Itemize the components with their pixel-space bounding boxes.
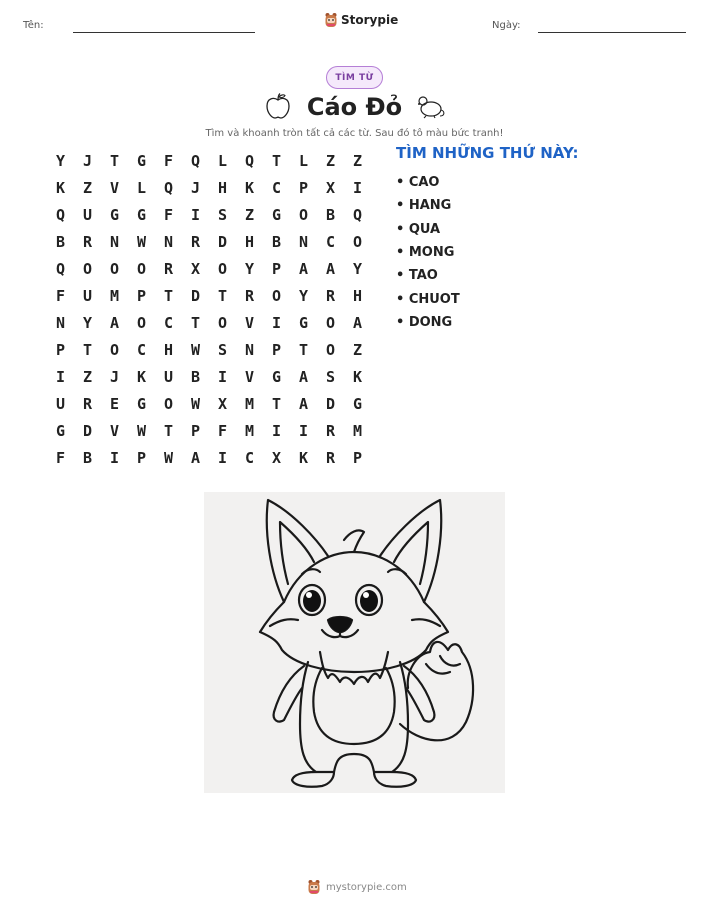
word-list-title: TÌM NHỮNG THỨ NÀY: <box>396 144 579 162</box>
grid-letter: R <box>190 232 201 251</box>
grid-letter: Z <box>352 340 363 359</box>
grid-letter: I <box>298 421 309 440</box>
grid-letter: M <box>352 421 363 440</box>
grid-letter: T <box>109 151 120 170</box>
word-list-item: • CHUOT <box>396 291 460 307</box>
grid-letter: N <box>109 232 120 251</box>
grid-letter: T <box>163 286 174 305</box>
grid-letter: O <box>217 259 228 278</box>
grid-letter: T <box>163 421 174 440</box>
grid-letter: N <box>244 340 255 359</box>
word-list-item: • DONG <box>396 314 453 330</box>
word-list-item: • CAO <box>396 175 440 191</box>
grid-letter: W <box>190 340 201 359</box>
page-title: Cáo Đỏ <box>306 93 403 121</box>
grid-letter: F <box>163 205 174 224</box>
grid-letter: A <box>190 448 201 467</box>
mouse-icon <box>414 95 446 119</box>
grid-letter: N <box>298 232 309 251</box>
grid-letter: S <box>217 340 228 359</box>
word-search-badge: TÌM TỪ <box>326 66 383 89</box>
grid-letter: B <box>82 448 93 467</box>
grid-letter: P <box>190 421 201 440</box>
storypie-mascot-icon <box>324 12 338 28</box>
grid-letter: P <box>55 340 66 359</box>
grid-letter: A <box>325 259 336 278</box>
grid-letter: C <box>325 232 336 251</box>
grid-letter: W <box>136 421 147 440</box>
grid-letter: U <box>55 394 66 413</box>
grid-letter: G <box>55 421 66 440</box>
grid-letter: V <box>109 178 120 197</box>
grid-letter: H <box>163 340 174 359</box>
grid-letter: I <box>217 367 228 386</box>
grid-letter: A <box>298 259 309 278</box>
grid-letter: X <box>271 448 282 467</box>
grid-letter: O <box>352 232 363 251</box>
grid-letter: E <box>109 394 120 413</box>
grid-letter: H <box>217 178 228 197</box>
grid-letter: O <box>136 259 147 278</box>
grid-letter: U <box>82 286 93 305</box>
grid-letter: G <box>271 367 282 386</box>
date-line <box>538 32 686 33</box>
grid-letter: G <box>352 394 363 413</box>
date-label: Ngày: <box>492 20 521 31</box>
footer <box>307 879 407 895</box>
grid-letter: Q <box>55 205 66 224</box>
grid-letter: U <box>163 367 174 386</box>
grid-letter: R <box>325 286 336 305</box>
grid-letter: P <box>271 259 282 278</box>
grid-letter: P <box>136 286 147 305</box>
grid-letter: X <box>217 394 228 413</box>
grid-letter: N <box>163 232 174 251</box>
grid-letter: X <box>190 259 201 278</box>
grid-letter: O <box>109 259 120 278</box>
grid-letter: Z <box>82 178 93 197</box>
grid-letter: Q <box>244 151 255 170</box>
fox-illustration <box>204 492 505 793</box>
grid-letter: K <box>298 448 309 467</box>
name-label: Tên: <box>23 20 44 31</box>
grid-letter: G <box>136 394 147 413</box>
grid-letter: P <box>298 178 309 197</box>
grid-letter: I <box>271 313 282 332</box>
grid-letter: I <box>271 421 282 440</box>
grid-letter: G <box>298 313 309 332</box>
grid-letter: K <box>136 367 147 386</box>
grid-letter: K <box>244 178 255 197</box>
grid-letter: H <box>244 232 255 251</box>
brand-name: Storypie <box>341 13 399 27</box>
grid-letter: T <box>190 313 201 332</box>
grid-letter: R <box>163 259 174 278</box>
grid-letter: O <box>325 313 336 332</box>
grid-letter: S <box>217 205 228 224</box>
grid-letter: Z <box>82 367 93 386</box>
grid-letter: I <box>109 448 120 467</box>
grid-letter: Y <box>352 259 363 278</box>
word-list-item: • MONG <box>396 245 455 261</box>
grid-letter: V <box>244 313 255 332</box>
grid-letter: K <box>55 178 66 197</box>
grid-letter: V <box>109 421 120 440</box>
grid-letter: Q <box>190 151 201 170</box>
grid-letter: G <box>136 205 147 224</box>
grid-letter: Q <box>352 205 363 224</box>
grid-letter: L <box>136 178 147 197</box>
grid-letter: O <box>325 340 336 359</box>
grid-letter: W <box>190 394 201 413</box>
grid-letter: G <box>109 205 120 224</box>
grid-letter: W <box>136 232 147 251</box>
grid-letter: A <box>298 394 309 413</box>
word-list-item: • QUA <box>396 221 441 237</box>
grid-letter: O <box>298 205 309 224</box>
grid-letter: C <box>244 448 255 467</box>
grid-letter: J <box>190 178 201 197</box>
grid-letter: C <box>271 178 282 197</box>
grid-letter: Q <box>163 178 174 197</box>
grid-letter: D <box>190 286 201 305</box>
grid-letter: S <box>325 367 336 386</box>
grid-letter: F <box>217 421 228 440</box>
grid-letter: C <box>163 313 174 332</box>
grid-letter: O <box>163 394 174 413</box>
grid-letter: M <box>109 286 120 305</box>
grid-letter: X <box>325 178 336 197</box>
grid-letter: A <box>109 313 120 332</box>
grid-letter: T <box>271 394 282 413</box>
grid-letter: V <box>244 367 255 386</box>
grid-letter: O <box>136 313 147 332</box>
word-list-item: • TAO <box>396 268 438 284</box>
grid-letter: Y <box>244 259 255 278</box>
grid-letter: J <box>82 151 93 170</box>
grid-letter: T <box>82 340 93 359</box>
grid-letter: T <box>271 151 282 170</box>
grid-letter: U <box>82 205 93 224</box>
fox-coloring-picture <box>204 492 505 793</box>
instructions: Tìm và khoanh tròn tất cả các từ. Sau đó tô màu bức tranh! <box>205 128 504 139</box>
grid-letter: B <box>55 232 66 251</box>
grid-letter: D <box>325 394 336 413</box>
grid-letter: C <box>136 340 147 359</box>
grid-letter: O <box>217 313 228 332</box>
grid-letter: B <box>190 367 201 386</box>
grid-letter: R <box>82 394 93 413</box>
grid-letter: R <box>244 286 255 305</box>
grid-letter: Z <box>325 151 336 170</box>
grid-letter: D <box>82 421 93 440</box>
grid-letter: B <box>271 232 282 251</box>
word-list-item: • HANG <box>396 198 452 214</box>
footer-url: mystorypie.com <box>326 881 407 893</box>
grid-letter: T <box>217 286 228 305</box>
grid-letter: R <box>325 421 336 440</box>
grid-letter: F <box>55 286 66 305</box>
grid-letter: O <box>82 259 93 278</box>
grid-letter: I <box>55 367 66 386</box>
grid-letter: D <box>217 232 228 251</box>
word-list <box>396 171 460 334</box>
grid-letter: N <box>55 313 66 332</box>
grid-letter: Z <box>352 151 363 170</box>
grid-letter: R <box>82 232 93 251</box>
grid-letter: P <box>352 448 363 467</box>
grid-letter: R <box>325 448 336 467</box>
grid-letter: P <box>271 340 282 359</box>
grid-letter: O <box>271 286 282 305</box>
grid-letter: I <box>352 178 363 197</box>
grid-letter: F <box>55 448 66 467</box>
storypie-mascot-icon <box>307 879 321 895</box>
grid-letter: I <box>190 205 201 224</box>
grid-letter: A <box>298 367 309 386</box>
grid-letter: Q <box>55 259 66 278</box>
grid-letter: M <box>244 421 255 440</box>
grid-letter: L <box>217 151 228 170</box>
grid-letter: G <box>136 151 147 170</box>
grid-letter: W <box>163 448 174 467</box>
grid-letter: Y <box>55 151 66 170</box>
grid-letter: P <box>136 448 147 467</box>
grid-letter: I <box>217 448 228 467</box>
grid-letter: Z <box>244 205 255 224</box>
grid-letter: Y <box>298 286 309 305</box>
grid-letter: H <box>352 286 363 305</box>
word-search-grid <box>47 147 371 471</box>
storypie-logo <box>324 12 398 28</box>
grid-letter: G <box>271 205 282 224</box>
grid-letter: M <box>244 394 255 413</box>
grid-letter: F <box>163 151 174 170</box>
grid-letter: B <box>325 205 336 224</box>
grid-letter: A <box>352 313 363 332</box>
name-line <box>73 32 255 33</box>
grid-letter: O <box>109 340 120 359</box>
grid-letter: L <box>298 151 309 170</box>
grid-letter: J <box>109 367 120 386</box>
grid-letter: K <box>352 367 363 386</box>
grid-letter: Y <box>82 313 93 332</box>
grid-letter: T <box>298 340 309 359</box>
